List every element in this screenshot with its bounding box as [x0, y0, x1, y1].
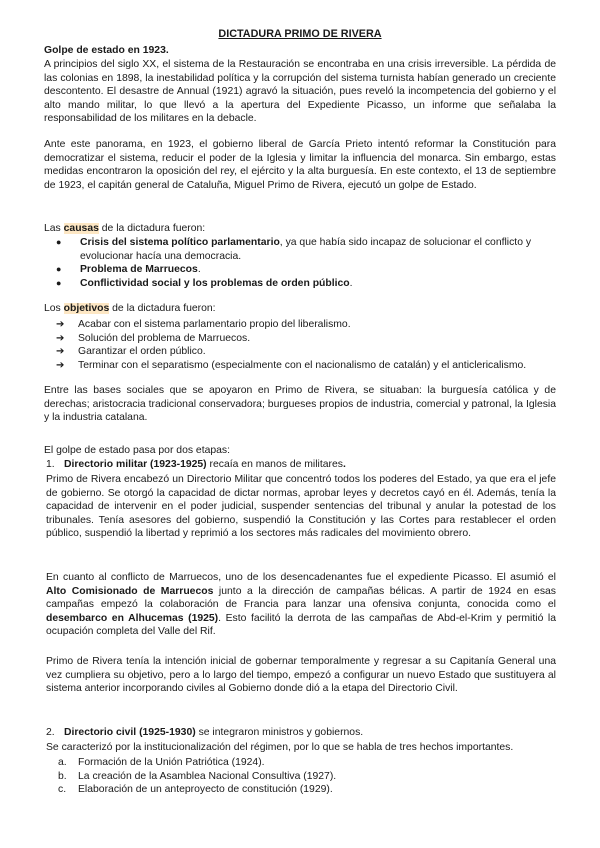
objectives-list-item: ➔ Garantizar el orden público. — [78, 345, 556, 359]
paragraph-bases: Entre las bases sociales que se apoyaron en Primo de Rivera, se situaban: la burguesía católica y de derechas; aristocracia tradicional conservadora; burgueses propios de industria, comercial y patronal, la Iglesia y la industria catalana. — [44, 385, 556, 424]
fact-text: Formación de la Unión Patriótica (1924). — [78, 757, 265, 768]
section-heading-golpe — [44, 44, 556, 58]
civil-facts-list — [58, 756, 556, 797]
civil-fact-item — [58, 756, 556, 770]
marruecos-text-c: junto a la dirección de campañas bélicas. A partir de 1924 en esas campañas empezó la colaboración de Francia para lanzar una ofensiva conjunta, conocida como el — [46, 585, 556, 611]
objectives-list — [78, 318, 556, 372]
paragraph-directorio-militar: Primo de Rivera encabezó un Directorio Militar que concentró todos los poderes del Estado, ya que era el jefe de gobierno. Se otorgó la capacidad de dictar normas, aprobar leyes y decretos cayó en él. Además, tenía la capacidad de intervenir en el poder judicial, suspender sentencias del tribunal y anular la potestad de los tribunales. Tenía asesores del gobierno, suspendió la Constitución y las Cortes para restablecer el orden público, suspendió la libertad y reprimió a los sectores más radicales del movimiento obrero. — [46, 474, 556, 540]
stage1-end: . — [342, 459, 346, 470]
stage1-number: 1. — [46, 459, 55, 470]
paragraph-context: A principios del siglo XX, el sistema de la Restauración se encontraba en una crisis irreversible. La pérdida de las colonias en 1898, la inestabilidad política y la corrupción del sistema turnista habían generado un creciente descontento. El desastre de Annual (1921) agravó la situación, pues reveló la incompetencia del gobierno y el alto mando militar, lo que llevó a la apertura del Expediente Picasso, un informe que señalaba la responsabilidad de los militares en la debacle. — [44, 59, 556, 125]
stage2-title: Directorio civil (1925-1930) — [64, 727, 196, 738]
causes-intro-pre: Las — [44, 223, 64, 234]
causes-intro-post: de la dictadura fueron: — [98, 223, 206, 234]
causes-list-item — [80, 236, 556, 263]
causes-intro — [44, 222, 556, 236]
causes-highlight: causas — [63, 223, 99, 234]
fact-marker: b. — [58, 770, 67, 782]
stages-intro: El golpe de estado pasa por dos etapas: — [44, 445, 231, 456]
paragraph-transicion: Primo de Rivera tenía la intención inicial de gobernar temporalmente y regresar a su Capitanía General una vez cumpliera su objetivo, pero a lo largo del tiempo, empezó a configurar un nuevo Estado que sustituyera al sistema anterior incorporando civiles al Gobierno donde dió a la etapa del Directorio Civil. — [46, 656, 556, 695]
objectives-highlight: objetivos — [63, 303, 110, 314]
cause-text: . — [349, 277, 353, 289]
objectives-list-item: ➔ Acabar con el sistema parlamentario propio del liberalismo. — [78, 318, 556, 332]
objectives-list-item: ➔ Solución del problema de Marruecos. — [78, 332, 556, 346]
causes-list-item — [80, 263, 556, 277]
stage1-title: Directorio militar (1923-1925) — [64, 459, 207, 470]
causes-list — [80, 236, 556, 290]
marruecos-bold-1: Alto Comisionado de Marruecos — [46, 585, 214, 597]
cause-title: Problema de Marruecos — [80, 264, 198, 276]
document-title: DICTADURA PRIMO DE RIVERA — [218, 28, 382, 40]
objectives-intro — [44, 302, 556, 316]
civil-fact-item — [58, 783, 556, 797]
stage2-number: 2. — [46, 727, 55, 738]
objectives-intro-post: de la dictadura fueron: — [109, 303, 216, 314]
paragraph-marruecos — [46, 571, 556, 639]
causes-list-item — [80, 277, 556, 291]
civil-fact-item — [58, 770, 556, 784]
cause-title: Conflictividad social y los problemas de orden público — [80, 277, 350, 289]
fact-marker: c. — [58, 784, 67, 796]
paragraph-directorio-civil: Se caracterizó por la institucionalización del régimen, por lo que se habla de tres hechos importantes. — [46, 742, 514, 753]
fact-marker: a. — [58, 757, 67, 768]
stage2-desc: se integraron ministros y gobiernos. — [195, 727, 364, 738]
stage1-heading — [46, 458, 556, 472]
objectives-list-item: ➔ Terminar con el separatismo (especialmente con el nacionalismo de catalán) y el anticlericalismo. — [78, 359, 556, 373]
marruecos-bold-2: desembarco en Alhucemas (1925) — [46, 612, 219, 624]
cause-text: , ya que había sido incapaz de solucionar el conflicto y evolucionar hacía una democracia. — [80, 237, 532, 262]
objectives-intro-pre: Los — [44, 303, 64, 314]
cause-text: . — [197, 264, 201, 276]
cause-title: Crisis del sistema político parlamentario — [80, 237, 280, 248]
marruecos-text-a: En cuanto al conflicto de Marruecos, uno de los desencadenantes fue el expediente Picasso. El asumió el — [46, 572, 556, 583]
paragraph-golpe: Ante este panorama, en 1923, el gobierno liberal de García Prieto intentó reformar la Constitución para democratizar el sistema, reducir el poder de la Iglesia y limitar la influencia del monarca. Sin embargo, estas medidas encontraron la oposición del rey, el ejército y la alta burguesía. En este contexto, el 13 de septiembre de 1923, el capitán general de Cataluña, Miguel Primo de Rivera, ejecutó un golpe de Estado. — [44, 139, 556, 191]
fact-text: La creación de la Asamblea Nacional Consultiva (1927). — [78, 770, 337, 782]
stage1-desc: recaía en manos de militares — [206, 459, 343, 470]
fact-text: Elaboración de un anteproyecto de constitución (1929). — [78, 784, 333, 796]
marruecos-text-d: . Esto facilitó la derrota de las campañas de Abd-el-Krim y permitió la ocupación completa del Valle del Rif. — [46, 612, 557, 638]
section-heading-text: Golpe de estado en 1923. — [44, 45, 169, 56]
stage2-heading — [46, 726, 556, 740]
